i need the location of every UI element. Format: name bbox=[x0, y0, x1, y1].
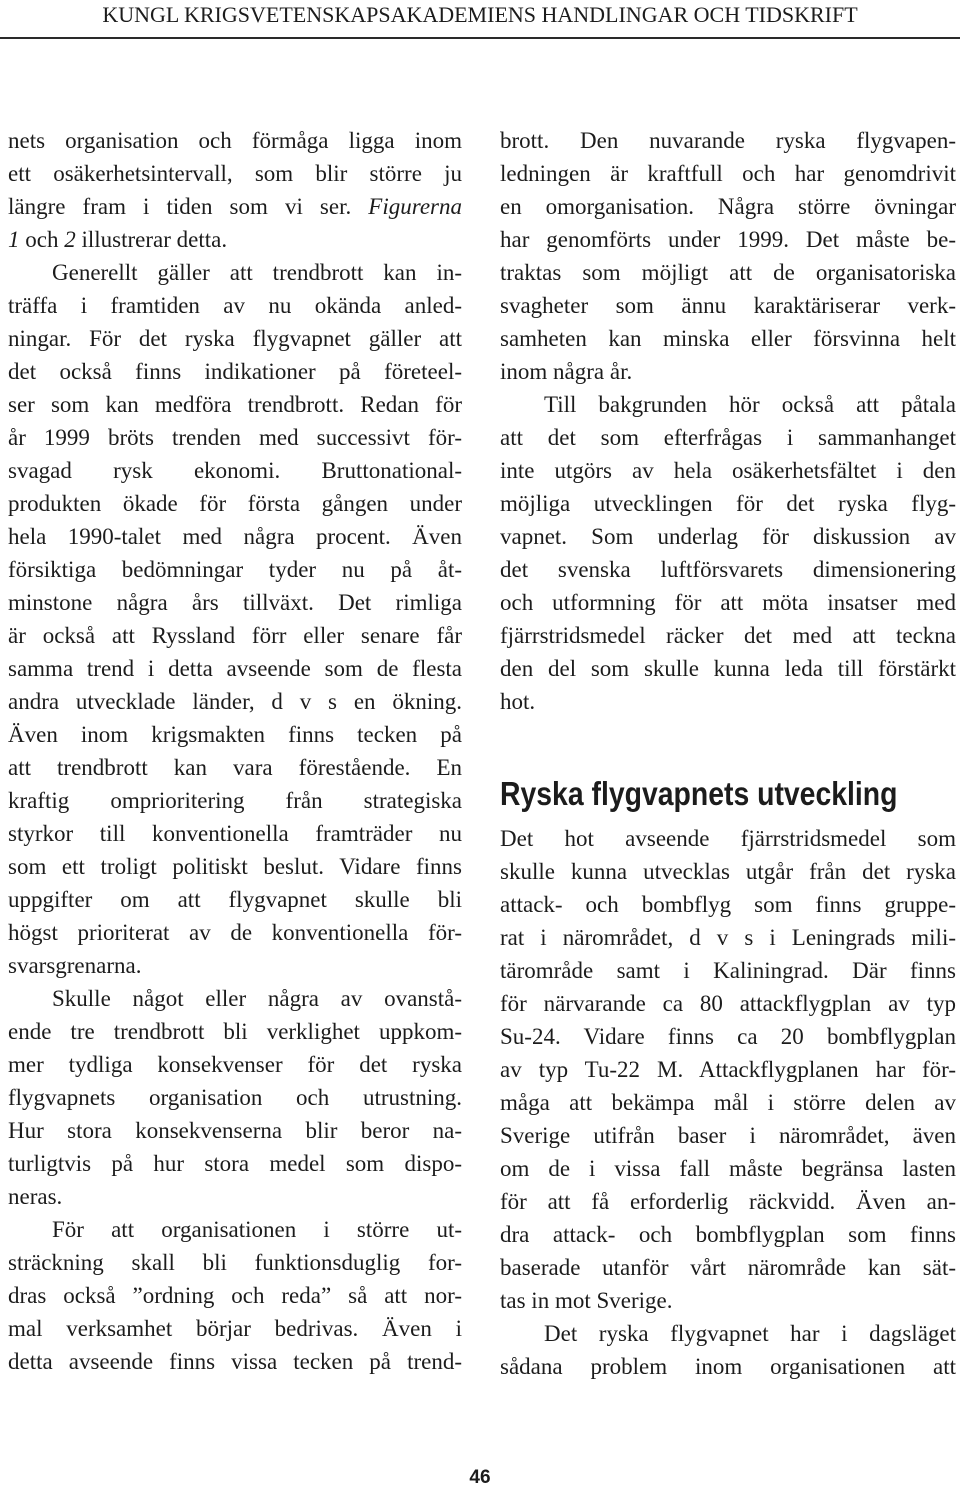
header-rule bbox=[0, 37, 960, 39]
text-line: om de i vissa fall måste begränsa lasten bbox=[500, 1156, 956, 1181]
text-line: mal verksamhet börjar bedrivas. Även i bbox=[8, 1316, 462, 1341]
text-line: det svenska luftförsvarets dimensionering bbox=[500, 557, 956, 582]
text-line: andra utvecklade länder, d v s en ökning. bbox=[8, 689, 462, 714]
right-column bbox=[500, 124, 956, 1383]
text-line: flygvapnets organisation och utrustning. bbox=[8, 1085, 462, 1110]
text-run: längre fram i tiden som vi ser. bbox=[8, 194, 369, 219]
text-line: har genomförts under 1999. Det måste be- bbox=[500, 227, 956, 252]
text-line: vapnet. Som underlag för diskussion av bbox=[500, 524, 956, 549]
text-line: inte utgörs av hela osäkerhetsfältet i den bbox=[500, 458, 956, 483]
text-line: traktas som möjligt att de organisatoriska bbox=[500, 260, 956, 285]
text-line: måga att bekämpa mål i större delen av bbox=[500, 1090, 956, 1115]
text-line: högst prioriterat av de konventionella för- bbox=[8, 920, 462, 945]
paragraph bbox=[500, 1317, 956, 1383]
text-line: Till bakgrunden hör också att påtala bbox=[544, 392, 956, 417]
text-line: är också att Ryssland förr eller senare får bbox=[8, 623, 462, 648]
paragraph bbox=[8, 1213, 462, 1378]
text-line: neras. bbox=[8, 1184, 63, 1209]
text-line: svarsgrenarna. bbox=[8, 953, 142, 978]
text-line: Hur stora konsekvenserna blir beror na- bbox=[8, 1118, 462, 1143]
text-line: Su-24. Vidare finns ca 20 bombflygplan bbox=[500, 1024, 956, 1049]
text-line: ett osäkerhetsintervall, som blir större ju bbox=[8, 161, 462, 186]
text-line: att trendbrott kan vara förestående. En bbox=[8, 755, 462, 780]
left-column bbox=[8, 124, 462, 1378]
text-line: Sverige utifrån baser i närområdet, även bbox=[500, 1123, 956, 1148]
text-line: minstone några års tillväxt. Det rimliga bbox=[8, 590, 462, 615]
paragraph bbox=[500, 822, 956, 1317]
text-line: nets organisation och förmåga ligga inom bbox=[8, 128, 462, 153]
text-line: av typ Tu-22 M. Attackflygplanen har för- bbox=[500, 1057, 956, 1082]
text-line: dra attack- och bombflygplan som finns bbox=[500, 1222, 956, 1247]
section-heading: Ryska flygvapnets utveckling bbox=[500, 775, 898, 812]
text-line: hela 1990-talet med några procent. Även bbox=[8, 524, 462, 549]
text-line: detta avseende finns vissa tecken på trend- bbox=[8, 1349, 462, 1374]
text-line: För att organisationen i större ut- bbox=[52, 1217, 462, 1242]
text-line: ledningen är kraftfull och har genomdrivit bbox=[500, 161, 956, 186]
text-line bbox=[8, 223, 462, 256]
paragraph bbox=[8, 256, 462, 982]
text-line: att det som efterfrågas i sammanhanget bbox=[500, 425, 956, 450]
italic-term: 1 bbox=[8, 227, 20, 252]
text-line: baserade utanför vårt närområde kan sät- bbox=[500, 1255, 956, 1280]
text-line: brott. Den nuvarande ryska flygvapen- bbox=[500, 128, 956, 153]
text-line: svagheter som ännu karaktäriserar verk- bbox=[500, 293, 956, 318]
paragraph bbox=[500, 124, 956, 388]
text-line: för närvarande ca 80 attackflygplan av typ bbox=[500, 991, 956, 1016]
text-line: fjärrstridsmedel räcker det med att teckna bbox=[500, 623, 956, 648]
italic-term: 2 bbox=[64, 227, 76, 252]
text-line: år 1999 bröts trenden med successivt för- bbox=[8, 425, 462, 450]
text-line: för att få erforderlig räckvidd. Även an- bbox=[500, 1189, 956, 1214]
text-line: mer tydliga konsekvenser för det ryska bbox=[8, 1052, 462, 1077]
text-line: dras också ”ordning och reda” så att nor- bbox=[8, 1283, 462, 1308]
text-line: turligtvis på hur stora medel som dispo- bbox=[8, 1151, 462, 1176]
text-line: svagad rysk ekonomi. Bruttonational- bbox=[8, 458, 462, 483]
text-line: försiktiga bedömningar tyder nu på åt- bbox=[8, 557, 462, 582]
text-line: produkten ökade för första gången under bbox=[8, 491, 462, 516]
text-run: och bbox=[19, 227, 65, 252]
text-line: ser som kan medföra trendbrott. Redan för bbox=[8, 392, 462, 417]
paragraph bbox=[8, 982, 462, 1213]
text-line: ende tre trendbrott bli verklighet uppkom- bbox=[8, 1019, 462, 1044]
text-run: illustrerar detta. bbox=[75, 227, 228, 252]
text-line: en omorganisation. Några större övningar bbox=[500, 194, 956, 219]
paragraph bbox=[500, 388, 956, 718]
page-number: 46 bbox=[469, 1467, 491, 1488]
text-line bbox=[8, 190, 462, 223]
text-line: träffa i framtiden av nu okända anled- bbox=[8, 293, 462, 318]
text-line: och utformning för att möta insatser med bbox=[500, 590, 956, 615]
text-line: Även inom krigsmakten finns tecken på bbox=[8, 722, 462, 747]
text-line: Skulle något eller några av ovanstå- bbox=[52, 986, 462, 1011]
text-line: Generellt gäller att trendbrott kan in- bbox=[52, 260, 462, 285]
text-line: uppgifter om att flygvapnet skulle bli bbox=[8, 887, 462, 912]
text-line: kraftig omprioritering från strategiska bbox=[8, 788, 462, 813]
text-line: som ett troligt politiskt beslut. Vidare finns bbox=[8, 854, 462, 879]
italic-term: Figurerna bbox=[368, 194, 462, 219]
text-line: styrkor till konventionella framträder nu bbox=[8, 821, 462, 846]
text-line: skulle kunna utvecklas utgår från det ryska bbox=[500, 859, 956, 884]
text-line: inom några år. bbox=[500, 359, 633, 384]
text-line: sådana problem inom organisationen att bbox=[500, 1354, 956, 1379]
text-line: Det ryska flygvapnet har i dagsläget bbox=[544, 1321, 956, 1346]
text-line: samma trend i detta avseende som de flesta bbox=[8, 656, 462, 681]
text-line: tärområde samt i Kaliningrad. Där finns bbox=[500, 958, 956, 983]
running-header: KUNGL KRIGSVETENSKAPSAKADEMIENS HANDLINGAR OCH TIDSKRIFT bbox=[102, 2, 858, 27]
text-line: möjliga utvecklingen för det ryska flyg- bbox=[500, 491, 956, 516]
text-line: tas in mot Sverige. bbox=[500, 1288, 673, 1313]
text-line: samheten kan minska eller försvinna helt bbox=[500, 326, 956, 351]
text-line: hot. bbox=[500, 689, 536, 714]
text-line: attack- och bombflyg som finns gruppe- bbox=[500, 892, 956, 917]
text-line: Det hot avseende fjärrstridsmedel som bbox=[500, 826, 956, 851]
paragraph bbox=[8, 124, 462, 256]
text-line: ningar. För det ryska flygvapnet gäller att bbox=[8, 326, 462, 351]
text-line: rat i närområdet, d v s i Leningrads mili- bbox=[500, 925, 956, 950]
text-line: det också finns indikationer på företeel- bbox=[8, 359, 462, 384]
text-line: den del som skulle kunna leda till förstärkt bbox=[500, 656, 956, 681]
text-line: sträckning skall bli funktionsduglig for- bbox=[8, 1250, 462, 1275]
